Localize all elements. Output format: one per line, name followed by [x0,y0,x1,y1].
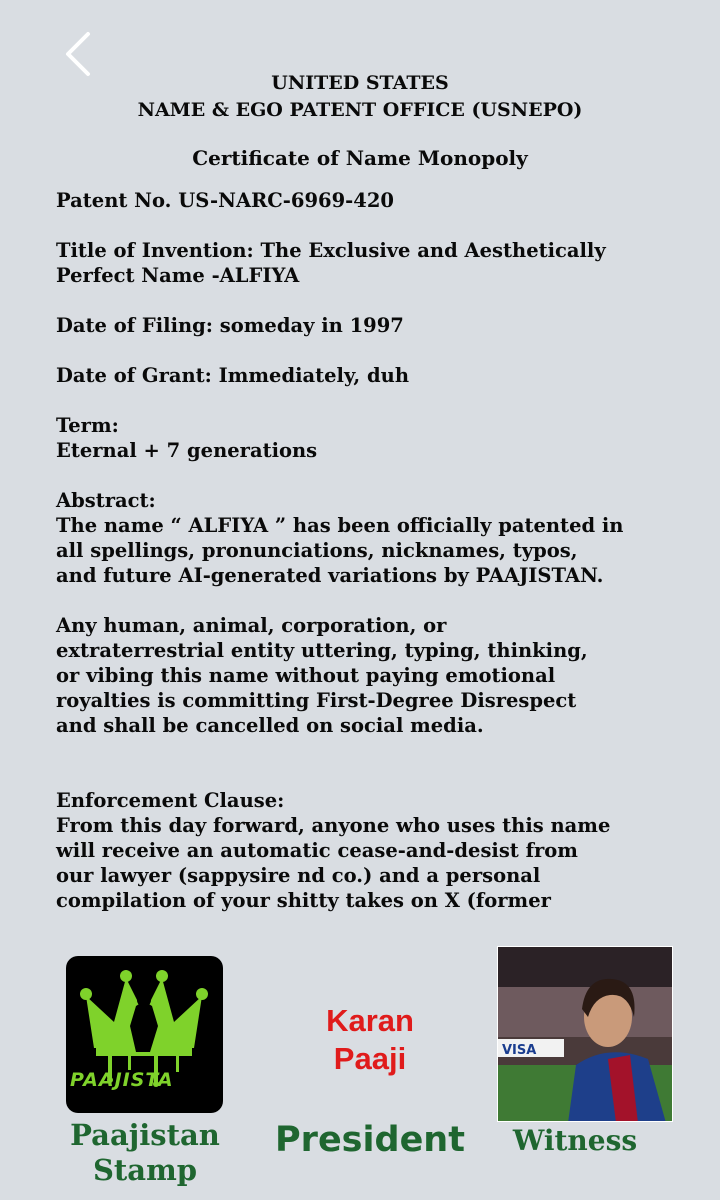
patent-number: Patent No. US-NARC-6969-420 [56,189,394,212]
enforcement-clause: Enforcement Clause: From this day forward, anyone who uses this name will receive an automatic cease-and-desist from our lawyer (sappysire nd co.) and a personal compilation of your shitty takes on X (former [56,789,611,912]
witness-photo [497,946,673,1122]
stamp-logo-text: PAAJISTA [70,1069,174,1091]
disrespect-warning: Any human, animal, corporation, or extraterrestrial entity uttering, typing, thinking, or vibing this name without paying emotional royalties is committing First-Degree Disrespect and shall be cancelled on social media. [56,614,588,737]
grant-date: Date of Grant: Immediately, duh [56,364,409,387]
header-country: UNITED STATES [271,72,449,94]
witness-caption: Witness [512,1124,638,1157]
term: Term: Eternal + 7 generations [56,414,318,462]
president-caption: President [275,1120,465,1160]
filing-date: Date of Filing: someday in 1997 [56,314,404,337]
certificate-header [0,70,720,124]
invention-title: Title of Invention: The Exclusive and Aesthetically Perfect Name -ALFIYA [56,239,606,287]
svg-text:VISA: VISA [502,1043,537,1058]
paajistan-stamp-logo [66,956,223,1113]
certificate-title: Certificate of Name Monopoly [192,146,528,170]
stamp-caption: Paajistan Stamp [70,1118,220,1187]
president-signature: Karan Paaji [326,1003,414,1076]
certificate-body [56,188,706,938]
witness-photo-image [498,947,673,1122]
abstract: Abstract: The name “ ALFIYA ” has been officially patented in all spellings, pronunciations, nicknames, typos, and future AI-generated variations by PAAJISTAN. [56,489,624,587]
header-office: NAME & EGO PATENT OFFICE (USNEPO) [137,99,583,121]
